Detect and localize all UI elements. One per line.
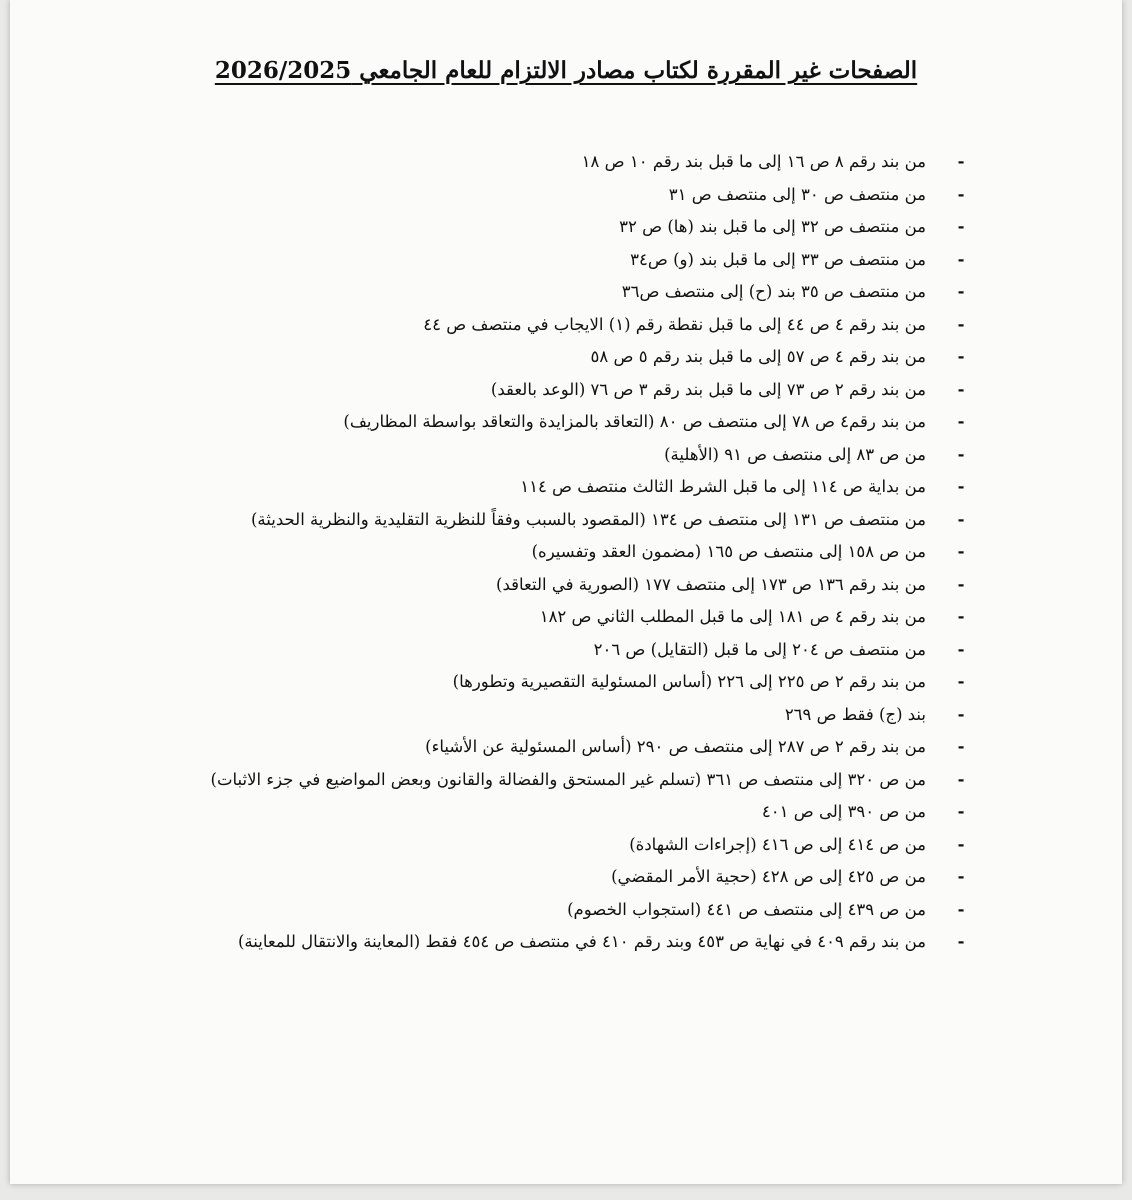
list-item [172,276,972,309]
list-item-text: من بند رقم ١٣٦ ص ١٧٣ إلى منتصف ١٧٧ (الصورية في التعاقد) [496,574,926,594]
list-item-text: من ص ٨٣ إلى منتصف ص ٩١ (الأهلية) [664,444,926,464]
list-item-text: من ص ١٥٨ إلى منتصف ص ١٦٥ (مضمون العقد وتفسيره) [531,542,926,561]
list-item [172,179,972,212]
bullet-dash: - [957,672,965,691]
list-item-text: من بند رقم ٤ ص ٤٤ إلى ما قبل نقطة رقم (١) الايجاب في منتصف ص ٤٤ [423,314,926,334]
bullet-dash: - [957,412,965,431]
list-item-text: من منتصف ص ١٣١ إلى منتصف ص ١٣٤ (المقصود بالسبب وفقاً للنظرية التقليدية والنظرية الحديثة) [251,509,926,529]
list-item [172,829,972,862]
list-item [172,309,972,342]
bullet-dash: - [957,314,965,334]
list-item [172,601,972,634]
bullet-dash: - [957,477,965,496]
bullet-dash: - [957,704,965,724]
bullet-dash: - [957,932,965,951]
list-item [172,634,972,667]
bullet-dash: - [957,152,965,171]
list-item [172,764,972,797]
list-item [172,211,972,244]
bullet-dash: - [957,737,965,756]
list-item-text: من بند رقم ٢ ص ٢٨٧ إلى منتصف ص ٢٩٠ (أساس المسئولية عن الأشياء) [425,737,926,756]
bullet-dash: - [957,347,965,366]
list-item-text: من بند رقم ٨ ص ١٦ إلى ما قبل بند رقم ١٠ ص ١٨ [581,152,926,171]
list-item [172,861,972,894]
bullet-dash: - [957,379,965,399]
list-item-text: من بند رقم٤ ص ٧٨ إلى منتصف ص ٨٠ (التعاقد بالمزايدة والتعاقد بواسطة المظاريف) [343,412,926,431]
list-item-text: بند (ج) فقط ص ٢٦٩ [784,704,926,724]
document-page [10,0,1122,1184]
bullet-dash: - [957,249,965,269]
bullet-dash: - [957,639,965,659]
list-item-text: من منتصف ص ٣٥ بند (ح) إلى منتصف ص٣٦ [621,282,926,301]
list-item-text: من بند رقم ٢ ص ٢٢٥ إلى ٢٢٦ (أساس المسئولية التقصيرية وتطورها) [452,672,926,691]
bullet-dash: - [957,542,965,561]
bullet-dash: - [957,444,965,464]
list-item-text: من بداية ص ١١٤ إلى ما قبل الشرط الثالث منتصف ص ١١٤ [520,477,926,496]
list-item [172,731,972,764]
list-item-text: من ص ٣٢٠ إلى منتصف ص ٣٦١ (تسلم غير المستحق والفضالة والقانون وبعض المواضيع في جزء الاثبات) [210,769,926,789]
list-item [172,471,972,504]
list-item [172,504,972,537]
list-item-text: من منتصف ص ٢٠٤ إلى ما قبل (التقايل) ص ٢٠٦ [593,639,926,659]
list-item-text: من ص ٣٩٠ إلى ص ٤٠١ [761,802,926,821]
list-item [172,926,972,959]
list-item [172,569,972,602]
list-item [172,406,972,439]
bullet-dash: - [957,217,965,236]
bullet-dash: - [957,867,965,886]
list-item [172,666,972,699]
bullet-dash: - [957,282,965,301]
bullet-dash: - [957,899,965,919]
bullet-dash: - [957,509,965,529]
bullet-dash: - [957,769,965,789]
excluded-pages-list [172,146,972,959]
document-title-text: الصفحات غير المقررة لكتاب مصادر الالتزام للعام الجامعي 2026/2025 [214,57,918,84]
list-item [172,341,972,374]
list-item [172,536,972,569]
bullet-dash: - [957,574,965,594]
bullet-dash: - [957,607,965,626]
list-item-text: من منتصف ص ٣٠ إلى منتصف ص ٣١ [668,184,926,204]
list-item [172,374,972,407]
list-item-text: من ص ٤٢٥ إلى ص ٤٢٨ (حجية الأمر المقضي) [611,867,926,886]
bullet-dash: - [957,834,965,854]
list-item-text: من بند رقم ٤ ص ١٨١ إلى ما قبل المطلب الثاني ص ١٨٢ [539,607,926,626]
list-item-text: من منتصف ص ٣٣ إلى ما قبل بند (و) ص٣٤ [630,249,926,269]
list-item-text: من ص ٤٣٩ إلى منتصف ص ٤٤١ (استجواب الخصوم) [567,899,926,919]
document-title [10,54,1122,88]
bullet-dash: - [957,802,965,821]
list-item [172,796,972,829]
list-item [172,894,972,927]
list-item [172,699,972,732]
list-item-text: من بند رقم ٤٠٩ في نهاية ص ٤٥٣ وبند رقم ٤١٠ في منتصف ص ٤٥٤ فقط (المعاينة والانتقال للمعاينة) [238,932,926,951]
list-item-text: من ص ٤١٤ إلى ص ٤١٦ (إجراءات الشهادة) [629,834,926,854]
list-item [172,439,972,472]
list-item [172,146,972,179]
list-item-text: من بند رقم ٤ ص ٥٧ إلى ما قبل بند رقم ٥ ص ٥٨ [590,347,926,366]
list-item-text: من بند رقم ٢ ص ٧٣ إلى ما قبل بند رقم ٣ ص ٧٦ (الوعد بالعقد) [490,379,926,399]
list-item [172,244,972,277]
bullet-dash: - [957,184,965,204]
list-item-text: من منتصف ص ٣٢ إلى ما قبل بند (ها) ص ٣٢ [619,217,926,236]
